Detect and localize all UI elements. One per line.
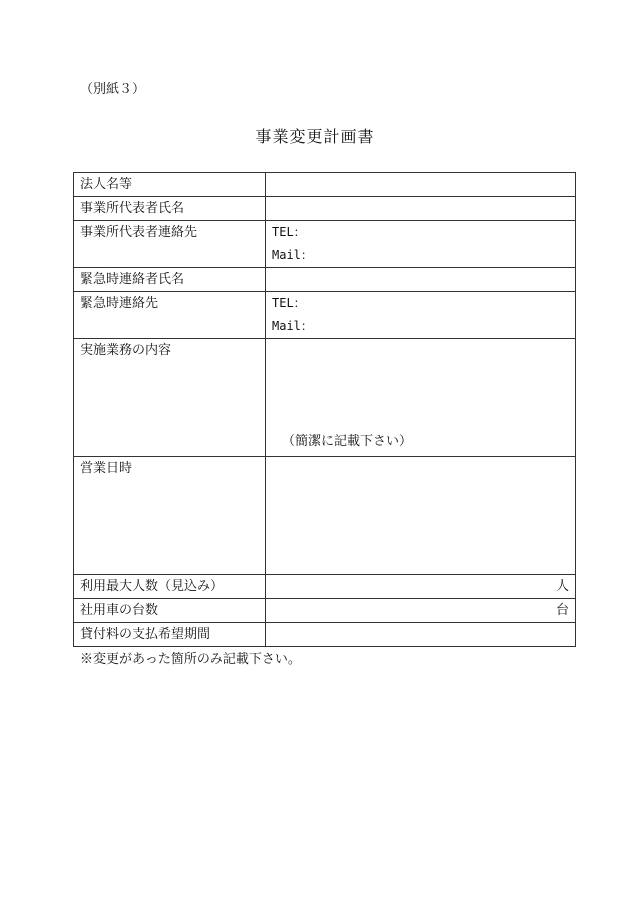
emergency-name-field[interactable] [266,268,576,292]
emergency-contact-field[interactable] [266,292,576,339]
business-hint: （簡潔に記載下さい） [282,434,413,449]
business-field[interactable] [266,339,576,457]
label-rep-name: 事業所代表者氏名 [74,197,266,221]
hours-field[interactable] [266,457,576,575]
table-row [74,221,576,268]
max-users-field[interactable] [266,575,576,599]
footnote: ※変更があった箇所のみ記載下さい。 [80,652,301,667]
table-row [74,292,576,339]
rep-tel-label: TEL： [272,225,306,239]
plan-form-table [73,172,576,647]
document-title: 事業変更計画書 [255,127,375,146]
label-emergency-contact: 緊急時連絡先 [74,292,266,339]
table-row [74,599,576,623]
label-cars: 社用車の台数 [74,599,266,623]
corp-name-field[interactable] [266,173,576,197]
label-hours: 営業日時 [74,457,266,575]
cars-field[interactable] [266,599,576,623]
label-rent-period: 貸付料の支払希望期間 [74,623,266,647]
label-emergency-name: 緊急時連絡者氏名 [74,268,266,292]
table-row [74,339,576,457]
unit-person: 人 [555,579,569,594]
table-row [74,197,576,221]
label-rep-contact: 事業所代表者連絡先 [74,221,266,268]
label-max-users: 利用最大人数（見込み） [74,575,266,599]
emergency-mail-label: Mail： [272,319,313,333]
rep-name-field[interactable] [266,197,576,221]
rent-period-field[interactable] [266,623,576,647]
table-row [74,268,576,292]
table-row [74,575,576,599]
emergency-tel-label: TEL： [272,296,306,310]
table-row [74,457,576,575]
rep-mail-label: Mail： [272,248,313,262]
rep-contact-field[interactable] [266,221,576,268]
table-row [74,623,576,647]
unit-count: 台 [555,603,569,618]
table-row [74,173,576,197]
label-business: 実施業務の内容 [74,339,266,457]
annex-label: （別紙３） [80,82,146,97]
label-corp-name: 法人名等 [74,173,266,197]
